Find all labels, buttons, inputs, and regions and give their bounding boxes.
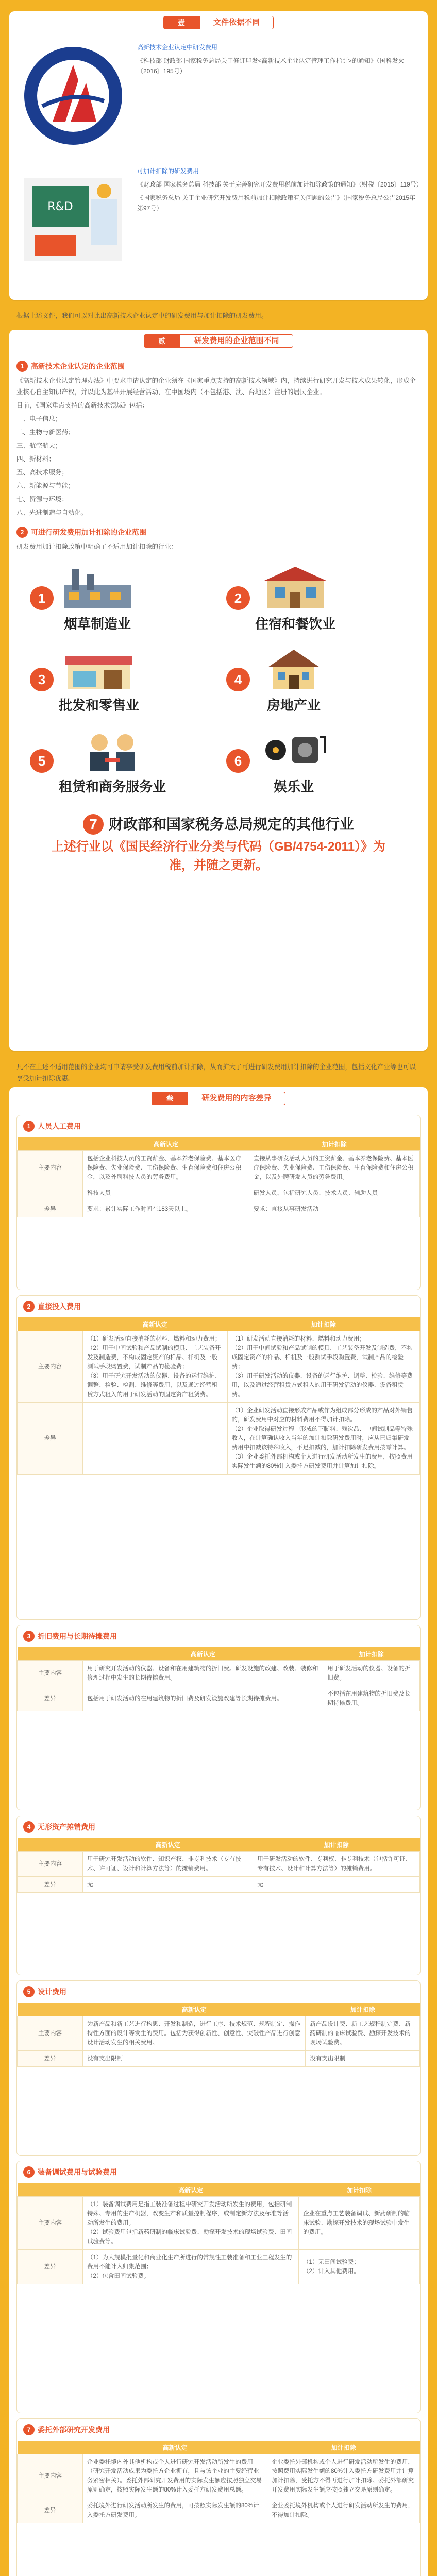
paragraph: 研发费用加计扣除政策中明确了不适用加计扣除的行业： [16,543,178,550]
row-label: 主要内容 [18,2454,83,2498]
section-documents [9,11,428,300]
comparison-table [17,2441,420,2523]
scope1-title: 高新技术企业认定的企业范围 [31,362,125,370]
industry-note: 上述行业以《国民经济行业分类与代码（GB/4754-2011）》为准，并随之更新。 [51,840,386,872]
cell-hightech: 包括用于研发活动的在用建筑物的折旧费及研发设施改建等长期待摊费用。 [83,1686,323,1711]
table-row [18,2250,420,2284]
table-title-text: 委托外部研究开发费用 [38,2426,110,2434]
list-item: 二、生物与新医药； [16,429,75,436]
table-title [17,2161,420,2183]
scope2-heading [16,527,421,538]
comparison-tables [9,1115,428,2576]
industry-item [226,560,407,637]
row-label [18,1185,83,1201]
cell-deduction: 无 [253,1877,420,1893]
column-header: 高新认定 [83,1647,323,1661]
doc-item: 《财政部 国家税务总局 科技部 关于完善研究开发费用税前加计扣除政策的通知》（财税〔2015〕119号） [137,181,423,188]
industry-number: 6 [226,749,250,773]
cell-hightech: 为新产品和新工艺进行构思、开发和制造，进行工序、技术规范、规程制定、操作特性方面的设计等发生的费用。包括为获得创新性、创意性、突破性产品进行创意设计活动发生的相关费用。 [83,2016,306,2051]
cell-hightech: 委托境外进行研发活动所发生的费用，可按照实际发生额的80%计入委托方研发费用。 [83,2498,267,2523]
section-number: 贰 [144,334,180,348]
list-item: 六、新能源与节能； [16,482,75,489]
section-header [9,1087,428,1110]
cell-deduction: 直接从事研发活动人员的工资薪金、基本养老保险费、基本医疗保险费、失业保险费、工伤保险费、生育保险费和住房公积金，以及外聘研发人员的劳务费用。 [249,1151,419,1185]
table-title [17,1625,420,1647]
section-title: 研发费用的内容差异 [188,1092,285,1105]
cell-hightech: 用于研究开发活动的仪器、设备和在用建筑物的折旧费。研发设施的改建、改装、装修和修理过程中发生的长期待摊费用。 [83,1661,323,1686]
section-title: 文件依据不同 [199,16,274,29]
table-number: 5 [23,1986,35,1997]
table-number: 1 [23,1121,35,1132]
column-header: 加计扣除 [253,1838,420,1852]
doc-item: 《科技部 财政部 国家税务总局关于修订印发<高新技术企业认定管理工作指引>的通知》（国科发火〔2016〕195号） [137,57,405,75]
cell-hightech: 要求：累计实际工作时间在183天以上。 [83,1201,249,1217]
cost-table [16,1115,421,1290]
cell-hightech: 无 [83,1877,253,1893]
table-row [18,1151,420,1185]
cell-hightech: 用于研究开发活动的软件、知识产权、非专利技术（专有技术、许可证、设计和计算方法等）的摊销费用。 [83,1852,253,1877]
industry-number: 3 [30,668,54,691]
list-item: 四、新材料； [16,455,56,463]
cell-hightech: 企业委托境内外其他机构或个人进行研究开发活动所发生的费用（研究开发活动成果为委托方企业拥有，且与该企业的主要经营业务紧密相关）。委托外部研究开发费用的实际发生额应按照独立交易原则确定，按照实际发生额的80%计入委托方研发费用总额。 [83,2454,267,2498]
entertainment-icon [255,727,332,773]
doc-title: 高新技术企业认定中研发费用 [137,44,218,51]
section-number: 叁 [152,1092,188,1105]
cell-deduction: （1）无田间试验费； （2）计入其他费用。 [299,2250,420,2284]
cost-table [16,1816,421,1975]
section-header [9,11,428,34]
industry-number: 5 [30,749,54,773]
table-row [18,2197,420,2250]
industry-name: 财政部和国家税务总局规定的其他行业 [108,816,354,832]
column-header-blank [18,2441,83,2454]
column-header-blank [18,2183,83,2197]
list-item: 八、先进制造与自动化。 [16,509,88,516]
row-label: 差异 [18,1403,83,1475]
cell-hightech: （1）为大规模批量化和商业化生产所进行的常规性工装准备和工业工程发生的费用不能计入归集范围； （2）包含田间试验费。 [83,2250,299,2284]
column-header-blank [18,1838,83,1852]
cell-hightech: （1）装备调试费用是指工装准备过程中研究开发活动所发生的费用，包括研制特殊、专用的生产机器，改变生产和质量控制程序，或制定新方法及标准等活动所发生的费用。 （2）试验费用包括新药研制的临床试验费、勘探开发技术的现场试验费、田间试验费等。 [83,2197,299,2250]
row-label: 主要内容 [18,1661,83,1686]
cost-table [16,2418,421,2576]
scope2-title: 可进行研发费用加计扣除的企业范围 [31,528,146,536]
cost-table [16,1295,421,1620]
cost-table [16,2161,421,2413]
column-header: 加计扣除 [323,1647,420,1661]
table-row [18,2498,420,2523]
column-header: 加计扣除 [227,1317,419,1331]
table-title [17,1296,420,1317]
list-item: 七、资源与环境； [16,496,69,503]
research-illustration [16,163,130,276]
industry-item [30,722,211,800]
doc-block-deduction [9,158,428,281]
cell-deduction: 要求：直接从事研发活动 [249,1201,419,1217]
table-row [18,1661,420,1686]
cell-hightech: 没有支出限制 [83,2051,306,2067]
industry-name: 娱乐业 [273,778,314,794]
hightech-logo [16,39,130,152]
row-label: 差异 [18,1877,83,1893]
table-title-text: 折旧费用与长期待摊费用 [38,1632,117,1640]
cell-deduction: 企业委托境外机构或个人进行研发活动所发生的费用，不得加计扣除。 [267,2498,419,2523]
cell-deduction: 新产品设计费、新工艺规程制定费、新药研制的临床试验费、勘探开发技术的现场试验费。 [306,2016,420,2051]
paragraph: 目前，《国家重点支持的高新技术领域》包括： [16,402,149,409]
cell-deduction: 用于研发活动的仪器、设备的折旧费。 [323,1661,420,1686]
row-label: 主要内容 [18,2197,83,2250]
table-row [18,1852,420,1877]
table-row [18,2454,420,2498]
list-item: 五、高技术服务； [16,469,69,476]
table-row [18,1877,420,1893]
intro-text: 根据上述文件，我们可以对比出高新技术企业认定中的研发费用与加计扣除的研发费用。 [16,312,268,319]
row-label: 差异 [18,1201,83,1217]
table-title-text: 设计费用 [38,1988,66,1996]
comparison-table [17,1317,420,1475]
industry-item [30,641,211,718]
column-header-blank [18,1137,83,1151]
table-title-text: 人员人工费用 [38,1122,81,1130]
row-label: 差异 [18,2498,83,2523]
scope2-number: 2 [16,527,28,538]
section-enterprise-scope [9,330,428,1051]
industry-name: 房地产业 [266,697,321,713]
industry-grid [9,554,428,805]
doc-block-hightech [9,34,428,158]
doc-item: 《国家税务总局 关于企业研究开发费用税前加计扣除政策有关问题的公告》（国家税务总局公告2015年第97号） [137,194,416,212]
comparison-table [17,1647,420,1711]
table-row [18,1185,420,1201]
cell-deduction: 不包括在用建筑物的折旧费及长期待摊费用。 [323,1686,420,1711]
industry-number: 1 [30,586,54,610]
industry-item [226,722,407,800]
row-label: 主要内容 [18,2016,83,2051]
restaurant-icon [257,564,334,611]
row-label: 差异 [18,2051,83,2067]
cost-table [16,1980,421,2156]
comparison-table [17,1137,420,1217]
list-item: 一、电子信息； [16,415,62,422]
cell-deduction: 用于研发活动的软件、专利权、非专利技术（包括许可证、专有技术、设计和计算方法等）的摊销费用。 [253,1852,420,1877]
table-number: 3 [23,1631,35,1642]
table-row [18,1403,420,1475]
industry-name: 租赁和商务服务业 [59,778,166,794]
column-header: 加计扣除 [306,2003,420,2016]
scope1-heading [16,361,421,372]
row-label: 差异 [18,2250,83,2284]
table-row [18,2016,420,2051]
business-icon [74,727,151,773]
table-title [17,1816,420,1838]
industry-name: 批发和零售业 [59,697,140,713]
table-number: 6 [23,2166,35,2178]
table-title-text: 直接投入费用 [38,1302,81,1311]
table-row [18,1331,420,1403]
cell-deduction: 没有支出限制 [306,2051,420,2067]
store-icon [60,646,138,692]
table-number: 4 [23,1821,35,1833]
column-header-blank [18,1317,83,1331]
house-icon [255,646,332,692]
table-row [18,1201,420,1217]
table-number: 7 [23,2424,35,2435]
paragraph: 《高新技术企业认定管理办法》中要求申请认定的企业须在《国家重点支持的高新技术领域》内，持续进行研究开发与技术成果转化，形成企业核心自主知识产权，并以此为基础开展经营活动，在中国境内（不包括港、澳、台地区）注册的居民企业。 [16,377,416,396]
column-header: 高新认定 [83,1137,249,1151]
cell-deduction: 企业委托外部机构或个人进行研发活动所发生的费用，按照费用实际发生额的80%计入委托方研发费用并计算加计扣除，受托方不得再进行加计扣除。委托外部研究开发费用实际发生额应按照独立交易原则确定。 [267,2454,419,2498]
table-title-text: 无形资产摊销费用 [38,1823,95,1831]
cell-hightech: 科技人员 [83,1185,249,1201]
cost-table [16,1625,421,1810]
row-label: 差异 [18,1686,83,1711]
section-number: 壹 [163,16,199,29]
table-title-text: 装备调试费用与试验费用 [38,2168,117,2176]
industry-item [30,560,211,637]
column-header: 高新认定 [83,1838,253,1852]
list-item: 三、航空航天； [16,442,62,449]
section-content-diff [9,1087,428,2576]
column-header: 加计扣除 [299,2183,420,2197]
industry-number: 2 [226,586,250,610]
table-row [18,2051,420,2067]
comparison-table [17,2003,420,2067]
industry-item [226,641,407,718]
comparison-table [17,1838,420,1893]
row-label: 主要内容 [18,1852,83,1877]
column-header: 高新认定 [83,2003,306,2016]
svg-text:R&D: R&D [47,200,73,213]
section-title: 研发费用的企业范围不同 [180,334,293,348]
industry-name: 住宿和餐饮业 [255,616,336,632]
cell-hightech: 包括企业科技人员的工资薪金、基本养老保险费、基本医疗保险费、失业保险费、工伤保险费、生育保险费和住房公积金，以及外聘科技人员的劳务费用。 [83,1151,249,1185]
column-header: 加计扣除 [249,1137,419,1151]
table-title [17,2419,420,2441]
scope-note: 凡不在上述不适用范围的企业均可申请享受研发费用税前加计扣除，从而扩大了可进行研发费用加计扣除的企业范围，包括文化产业等也可以享受加计扣除优惠。 [16,1063,416,1082]
column-header: 高新认定 [83,2183,299,2197]
column-header-blank [18,1647,83,1661]
row-label: 主要内容 [18,1331,83,1403]
table-row [18,1686,420,1711]
cell-deduction: （1）研发活动直接消耗的材料、燃料和动力费用； （2）用于中间试验和产品试制的模具、工艺装备开发及制造费，不构成固定资产的样品、样机及一般测试手段购置费，试制产品的检验费； （3）用于研发活动的仪器、设备的运行维护、调整、检验、维修等费用，以及通过经营租赁方式租入的用于研发活动的仪器、设备租赁费。 [227,1331,419,1403]
cell-deduction: 企业在重点工艺装备调试、新药研制的临床试验、勘探开发技术的现场试验中发生的费用。 [299,2197,420,2250]
industry-number: 7 [83,814,104,835]
table-number: 2 [23,1301,35,1312]
tobacco-factory-icon [59,564,136,611]
cell-deduction: 研发人员，包括研究人员、技术人员、辅助人员 [249,1185,419,1201]
section-header [9,330,428,352]
column-header: 高新认定 [83,1317,228,1331]
column-header: 加计扣除 [267,2441,419,2454]
cell-deduction: （1）企业研发活动直接形成产品或作为组成部分形成的产品对外销售的，研发费用中对应的材料费用不得加计扣除。 （2）企业取得研发过程中形成的下脚料、残次品、中间试制品等特殊收入，在计算确认收入当年的加计扣除研发费用时，应从已归集研发费用中扣减该特殊收入，不足扣减的，加计扣除研发费用按零计算。 （3）企业委托外部机构或个人进行研发活动所发生的费用，按照费用实际发生额的80%计入委托方研发费用并计算加计扣除。 [227,1403,419,1475]
table-title [17,1981,420,2003]
table-title [17,1115,420,1137]
industry-item-7 [9,813,428,835]
column-header: 高新认定 [83,2441,267,2454]
row-label: 主要内容 [18,1151,83,1185]
column-header-blank [18,2003,83,2016]
cell-hightech [83,1403,228,1475]
scope1-number: 1 [16,361,28,372]
comparison-table [17,2183,420,2284]
doc-title: 可加计扣除的研发费用 [137,167,199,175]
cell-hightech: （1）研发活动直接消耗的材料、燃料和动力费用； （2）用于中间试验和产品试制的模具、工艺装备开发及制造费，不构成固定资产的样品、样机及一般测试手段购置费，试制产品的检验费； （3）用于研究开发活动的仪器、设备的运行维护、调整、检验、检测、维修等费用，以及通过经营租赁方式租入的用于研发活动的固定资产租赁费。 [83,1331,228,1403]
industry-name: 烟草制造业 [63,616,131,632]
industry-number: 4 [226,668,250,691]
